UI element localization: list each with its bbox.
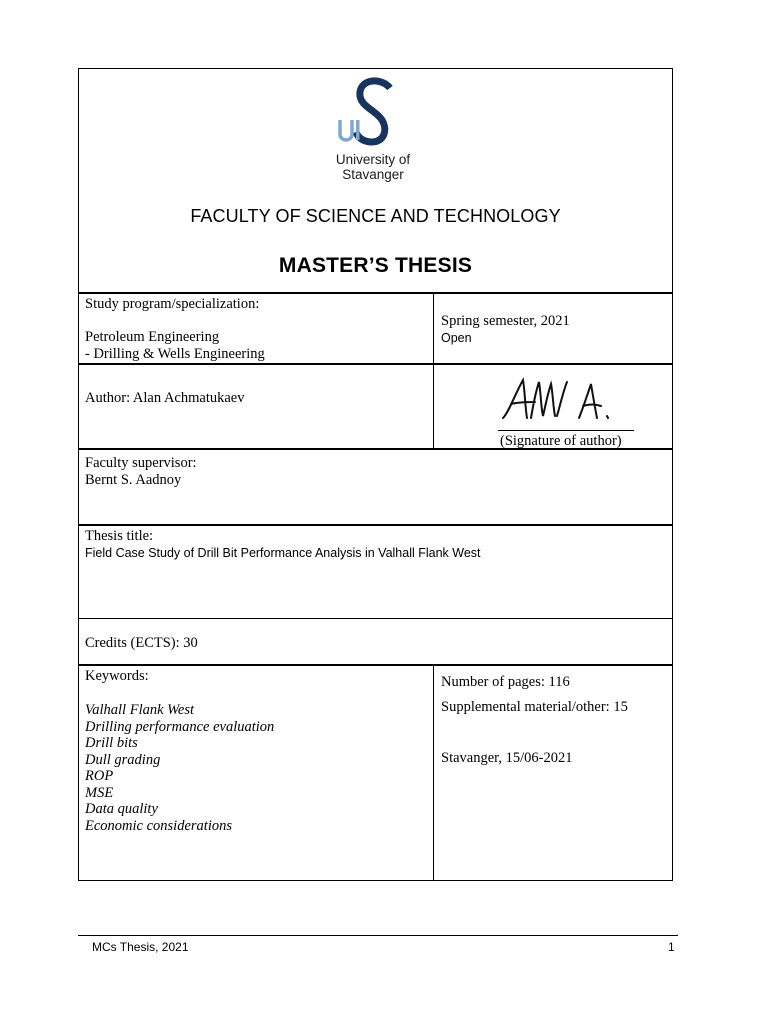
university-name (298, 152, 448, 182)
study-specialization: - Drilling & Wells Engineering (85, 346, 265, 362)
logo-i-shape (356, 120, 360, 140)
supervisor-name: Bernt S. Aadnoy (85, 472, 182, 488)
logo-mark (310, 76, 430, 156)
thesis-title-label: Thesis title: (85, 528, 154, 544)
semester-value: Spring semester, 2021 (441, 313, 570, 329)
signature-drawing (495, 372, 630, 432)
rule-supervisor-bottom (78, 524, 673, 526)
keyword-item: Economic considerations (85, 817, 232, 834)
document-type-heading: MASTER’S THESIS (278, 254, 473, 277)
rule-study-bottom (78, 363, 673, 365)
column-divider-top (433, 294, 434, 449)
credits-field: Credits (ECTS): 30 (85, 635, 198, 651)
keyword-item: ROP (85, 768, 114, 784)
footer-document-label: MCs Thesis, 2021 (92, 940, 189, 954)
author-field: Author: Alan Achmatukaev (85, 390, 245, 406)
keyword-item: Valhall Flank West (85, 702, 195, 718)
university-name-line2: Stavanger (342, 167, 404, 182)
author-signature (495, 372, 630, 432)
study-label: Study program/specialization: (85, 296, 260, 312)
supervisor-label: Faculty supervisor: (85, 455, 197, 471)
footer-rule (78, 935, 678, 936)
keyword-item: Dull grading (85, 751, 161, 768)
signature-strokes (503, 380, 608, 418)
rule-header-bottom (78, 292, 673, 294)
keyword-item: MSE (85, 784, 114, 801)
logo-s-shape (356, 81, 390, 142)
logo-u-shape (340, 120, 352, 140)
university-name-line1: University of (335, 152, 411, 167)
column-divider-bottom (433, 666, 434, 881)
keywords-label: Keywords: (85, 668, 149, 684)
faculty-heading: FACULTY OF SCIENCE AND TECHNOLOGY (190, 206, 561, 226)
signature-line (498, 430, 634, 431)
keyword-item: Data quality (85, 801, 158, 817)
thesis-title-value: Field Case Study of Drill Bit Performance Analysis in Valhall Flank West (85, 546, 481, 560)
rule-credits-bottom (78, 664, 673, 666)
supplemental-material: Supplemental material/other: 15 (441, 699, 628, 715)
page-count: Number of pages: 116 (441, 674, 570, 690)
study-program: Petroleum Engineering (85, 329, 220, 345)
keyword-item: Drill bits (85, 735, 138, 751)
place-and-date: Stavanger, 15/06-2021 (441, 750, 573, 766)
page-number: 1 (668, 940, 675, 954)
access-status: Open (441, 331, 472, 345)
signature-caption: (Signature of author) (500, 433, 622, 449)
keyword-item: Drilling performance evaluation (85, 718, 275, 735)
rule-title-bottom (78, 618, 673, 619)
